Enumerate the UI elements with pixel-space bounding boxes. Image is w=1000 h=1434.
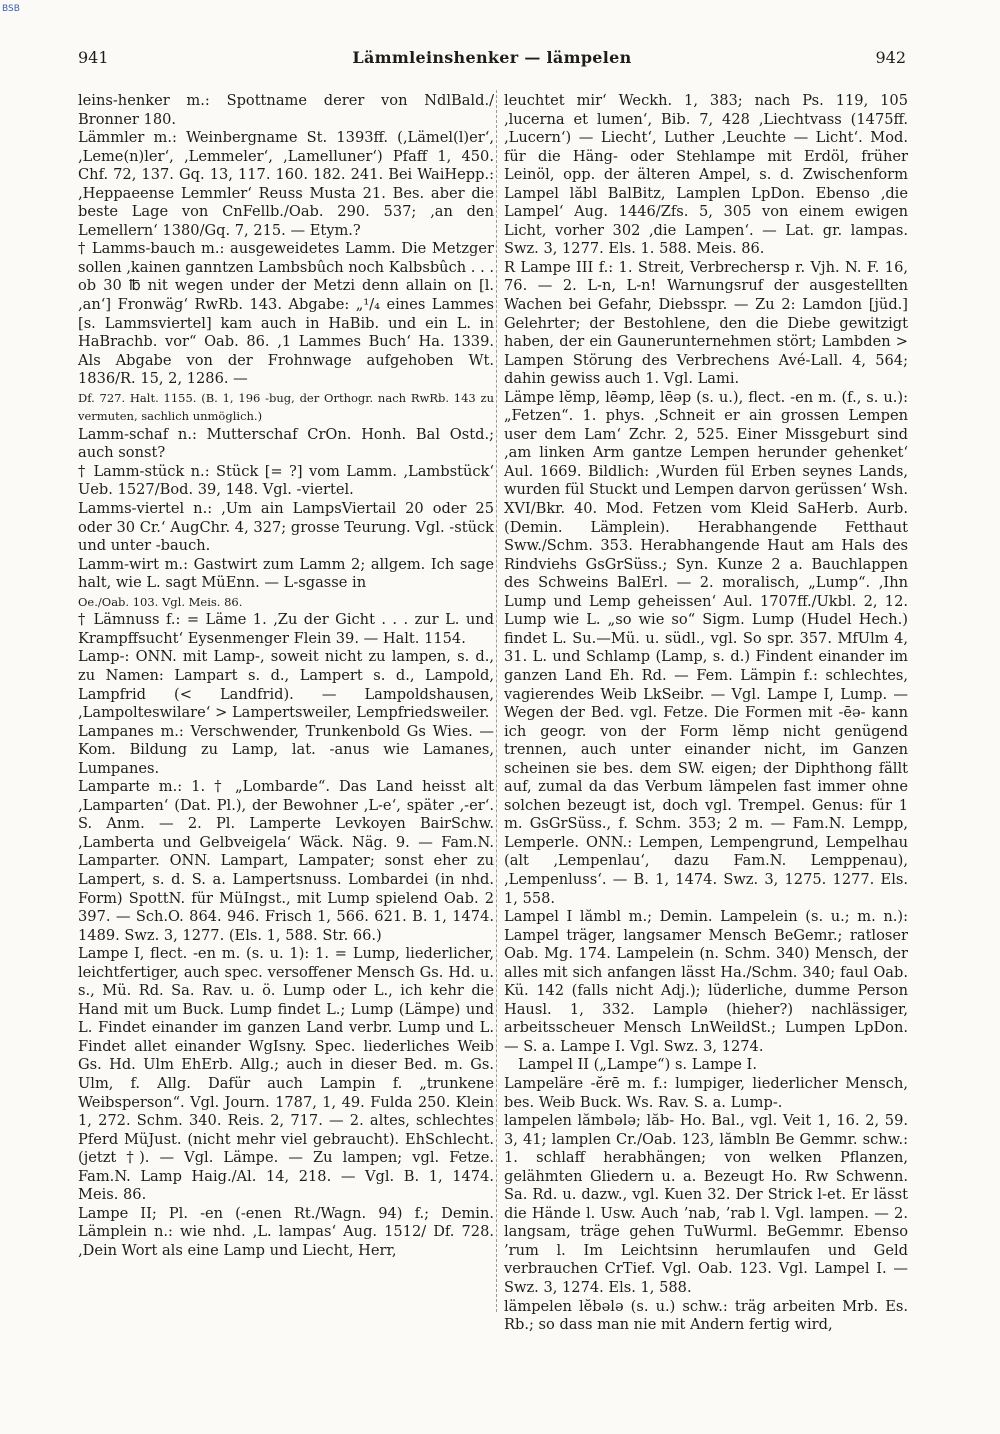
right-page-number: 942 <box>875 48 906 67</box>
dictionary-entry: † Lamm-stück n.: Stück [= ?] vom Lamm. ‚Lambstück‘ Ueb. 1527/Bod. 39, 148. Vgl. -viertel. <box>78 462 494 499</box>
dictionary-entry: lämpelen lĕbələ (s. u.) schw.: träg arbeiten Mrb. Es. Rb.; so dass man nie mit Andern fertig wird, <box>504 1297 908 1334</box>
column-divider <box>496 90 498 1312</box>
right-column <box>504 92 908 1335</box>
page-header <box>78 48 906 72</box>
dictionary-entry: Lamm-wirt m.: Gastwirt zum Lamm 2; allgem. Ich sage halt, wie L. sagt MüEnn. — L-sgasse in <box>78 555 494 592</box>
dictionary-entry: Lämpe lĕmp, lēəmp, lēəp (s. u.), flect. -en m. (f., s. u.): „Fetzen“. 1. phys. ‚Schneit er ain grossen Lempen user dem Lam‘ Zchr. 2, 525. Einer Missgeburt sind ‚am linken Arm gantze Lempen herunder gehenket‘ Aul. 1669. Bildlich: ‚Wurden fül Erben seynes Lands, wurden fül Stuckt und Lempen darvon gerüssen‘ Wsh. XVI/Bkr. 40. Mod. Fetzen vom Kleid SaHerb. Aurb. (Demin. Lämplein). Herabhangende Fetthaut Sww./Schm. 353. Herabhangende Haut am Hals des Rindviehs GsGrSüss.; Syn. Kunze 2 a. Bauchlappen des Schweins BalErl. — 2. moralisch, „Lump“. ‚Ihn Lump und Lemp geheissen‘ Aul. 1707ff./Ukbl. 2, 12. Lump wie L. „so wie so“ Sigm. Lump (Hudel Hech.) findet L. Su.—Mü. u. südl., vgl. So spr. 357. MfUlm 4, 31. L. und Schlamp (Lamp, s. d.) Findent einander im ganzen Land Eh. Rd. — Fem. Lämpin f.: schlechtes, vagierendes Weib LkSeibr. — Vgl. Lampe I, Lump. — Wegen der Bed. vgl. Fetze. Die Formen mit -ēə- kann ich geogr. von der Form lĕmp nicht genügend trennen, auch unter einander nicht, im Ganzen scheinen sie bes. dem SW. eigen; der Diphthong fällt auf, zumal da das Verbum lämpelen fast immer ohne solchen bezeugt ist, doch vgl. Trempel. Genus: für 1 m. GsGrSüss., f. Schm. 353; 2 m. — Fam.N. Lempp, Lemperle. ONN.: Lempen, Lempengrund, Lempelhau (alt ‚Lempenlau‘, dazu Fam.N. Lemppenau), ‚Lempenluss‘. — B. 1, 1474. Swz. 3, 1275. 1277. Els. 1, 558. <box>504 388 908 907</box>
left-page-number: 941 <box>78 48 109 67</box>
dictionary-entry: Lampeläre -ĕrē m. f.: lumpiger, liederlicher Mensch, bes. Weib Buck. Ws. Rav. S. a. Lump-. <box>504 1074 908 1111</box>
dictionary-entry: leuchtet mir‘ Weckh. 1, 383; nach Ps. 119, 105 ‚lucerna et lumen‘, Bib. 7, 428 ‚Liechtvass (1475ff. ‚Lucern‘) — Liecht‘, Luther ‚Leuchte — Licht‘. Mod. für die Häng- oder Stehlampe mit Erdöl, früher Leinöl, opp. der älteren Ampel, s. d. Zwischenform Lampel lăbl BalBitz, Lamplen LpDon. Ebenso ‚die Lampel‘ Aug. 1446/Zfs. 5, 305 von einem ewigen Licht, vorher 302 ‚die Lampen‘. — Lat. gr. lampas. Swz. 3, 1277. Els. 1. 588. Meis. 86. <box>504 92 908 258</box>
dictionary-entry: Lampel I lămbl m.; Demin. Lampelein (s. u.; m. n.): Lampel träger, langsamer Mensch BeGemr.; ratloser Oab. Mg. 174. Lampelein (n. Schm. 340) Mensch, der alles mit sich anfangen lässt Ha./Schm. 340; faul Oab. Kü. 142 (falls nicht Adj.); lüderliche, dumme Person Hausl. 1, 332. Lamplə (hieher?) nachlässiger, arbeitsscheuer Mensch LnWeildSt.; Lumpen LpDon. — S. a. Lampe I. Vgl. Swz. 3, 1274. <box>504 908 908 1055</box>
reference-note: Oe./Oab. 103. Vgl. Meis. 86. <box>78 594 243 609</box>
dictionary-entry: R Lampe III f.: 1. Streit, Verbrechersp r. Vjh. N. F. 16, 76. — 2. L-n, L-n! Warnungsruf der ausgestellten Wachen bei Gefahr, Diebsspr. — Zu 2: Lamdon [jüd.] Gelehrter; der Bestohlene, den die Diebe gewitzigt haben, der ein Gaunerunternehmen stört; Lambden > Lampen Störung des Verbrechens Avé-Lall. 4, 564; dahin gewiss auch 1. Vgl. Lami. <box>504 258 908 388</box>
dictionary-entry: Lamparte m.: 1. † „Lombarde“. Das Land heisst alt ‚Lamparten‘ (Dat. Pl.), der Bewohner ‚L-e‘, später ‚-er‘. S. Anm. — 2. Pl. Lamperte Levkoyen BairSchw. ‚Lamberta und Gelbveigela‘ Wäck. Näg. 9. — Fam.N. Lamparter. ONN. Lampart, Lampater; sonst eher zu Lampert, s. d. S. a. Lampertsnuss. Lombardei (in nhd. Form) SpottN. für MüIngst., mit Lump spielend Oab. 2 397. — Sch.O. 864. 946. Frisch 1, 566. 621. B. 1, 1474. 1489. Swz. 3, 1277. (Els. 1, 588. Str. 66.) <box>78 778 494 944</box>
dictionary-entry: Lämmler m.: Weinbergname St. 1393ff. (‚Lämel(l)er‘, ‚Leme(n)ler‘, ‚Lemmeler‘, ‚Lamelluner‘) Pfaff 1, 450. Chf. 72, 137. Gq. 13, 117. 160. 182. 241. Bei WaiHepp.: ‚Heppaeense Lemmler‘ Reuss Musta 21. Bes. aber die beste Lage von CnFellb./Oab. 290. 537; ‚an den Lemellern‘ 1380/Gq. 7, 215. — Etym.? <box>78 129 494 239</box>
dictionary-entry: † Lamms-bauch m.: ausgeweidetes Lamm. Die Metzger sollen ‚kainen ganntzen Lambsbûch noch Kalbsbûch . . . ob 30 ℔ nit wegen under der Metzi denn allain on [l. ‚an‘] Fronwäg‘ RwRb. 143. Abgabe: „¹/₄ eines Lammes [s. Lammsviertel] kam auch in HaBib. und ein L. in HaBrachb. vor“ Oab. 86. ‚1 Lammes Buch‘ Ha. 1339. Als Abgabe von der Frohnwage aufgehoben Wt. 1836/R. 15, 2, 1286. — <box>78 240 494 388</box>
left-column <box>78 92 494 1260</box>
dictionary-entry: lampelen lămbələ; lăb- Ho. Bal., vgl. Veit 1, 16. 2, 59. 3, 41; lamplen Cr./Oab. 123, lămbln Be Gemmr. schw.: 1. schlaff herabhängen; von welken Pflanzen, gelähmten Gliedern u. a. Bezeugt Ho. Rw Schwenn. Sa. Rd. u. dazw., vgl. Kuen 32. Der Strick l-et. Er lässt die Hände l. Usw. Auch ’nab, ’rab l. Vgl. lampen. — 2. langsam, träge gehen TuWurml. BeGemmr. Ebenso ’rum l. Im Leichtsinn herumlaufen und Geld verbrauchen CrTief. Vgl. Oab. 123. Vgl. Lampel I. — Swz. 3, 1274. Els. 1, 588. <box>504 1112 908 1296</box>
dictionary-entry: Lampel II („Lampe“) s. Lampe I. <box>518 1056 757 1074</box>
running-title: Lämmleinshenker — lämpelen <box>352 48 632 67</box>
reference-note: Df. 727. Halt. 1155. (B. 1, 196 -bug, der Orthogr. nach RwRb. 143 zu vermuten, sachlich unmöglich.) <box>78 390 494 424</box>
library-mark: BSB <box>2 4 20 14</box>
dictionary-entry: Lampe I, flect. -en m. (s. u. 1): 1. = Lump, liederlicher, leichtfertiger, auch spec. versoffener Mensch Gs. Hd. u. s., Mü. Rd. Sa. Rav. u. ö. Lump oder L., ich kehr die Hand mit um Buck. Lump findet L.; Lump (Lämpe) und L. Findet einander im ganzen Land verbr. Lump und L. Findet allet einander WgIsny. Spec. liederliches Weib Gs. Hd. Ulm EhErb. Allg.; auch in dieser Bed. m. Gs. Ulm, f. Allg. Dafür auch Lampin f. „trunkene Weibsperson“. Vgl. Journ. 1787, 1, 49. Fulda 250. Klein 1, 272. Schm. 340. Reis. 2, 717. — 2. altes, schlechtes Pferd MüJust. (nicht mehr viel gebraucht). EhSchlecht. (jetzt †). — Vgl. Lämpe. — Zu lampen; vgl. Fetze. Fam.N. Lamp Haig./Al. 14, 218. — Vgl. B. 1, 1474. Meis. 86. <box>78 945 494 1204</box>
dictionary-entry: Lampe II; Pl. -en (-enen Rt./Wagn. 94) f.; Demin. Lämplein n.: wie nhd. ‚L. lampas‘ Aug. 1512/ Df. 728. ‚Dein Wort als eine Lamp und Liecht, Herr, <box>78 1204 494 1259</box>
dictionary-entry: † Lämnuss f.: = Läme 1. ‚Zu der Gicht . . . zur L. und Krampffsucht‘ Eysenmenger Flein 39. — Halt. 1154. <box>78 611 494 647</box>
dictionary-entry: Lamm-schaf n.: Mutterschaf CrOn. Honh. Bal Ostd.; auch sonst? <box>78 425 494 462</box>
dictionary-entry: leins-henker m.: Spottname derer von NdlBald./ Bronner 180. <box>78 92 494 128</box>
dictionary-entry: Lampanes m.: Verschwender, Trunkenbold Gs Wies. — Kom. Bildung zu Lamp, lat. -anus wie Lamanes, Lumpanes. <box>78 722 494 777</box>
dictionary-entry: Lamms-viertel n.: ‚Um ain LampsViertail 20 oder 25 oder 30 Cr.‘ AugChr. 4, 327; grosse Teurung. Vgl. -stück und unter -bauch. <box>78 500 494 555</box>
dictionary-entry: Lamp-: ONN. mit Lamp-, soweit nicht zu lampen, s. d., zu Namen: Lampart s. d., Lampert s. d., Lampold, Lampfrid (< Landfrid). — Lampoldshausen, ‚Lampolteswilare‘ > Lampertsweiler, Lempfriedsweiler. <box>78 648 494 722</box>
